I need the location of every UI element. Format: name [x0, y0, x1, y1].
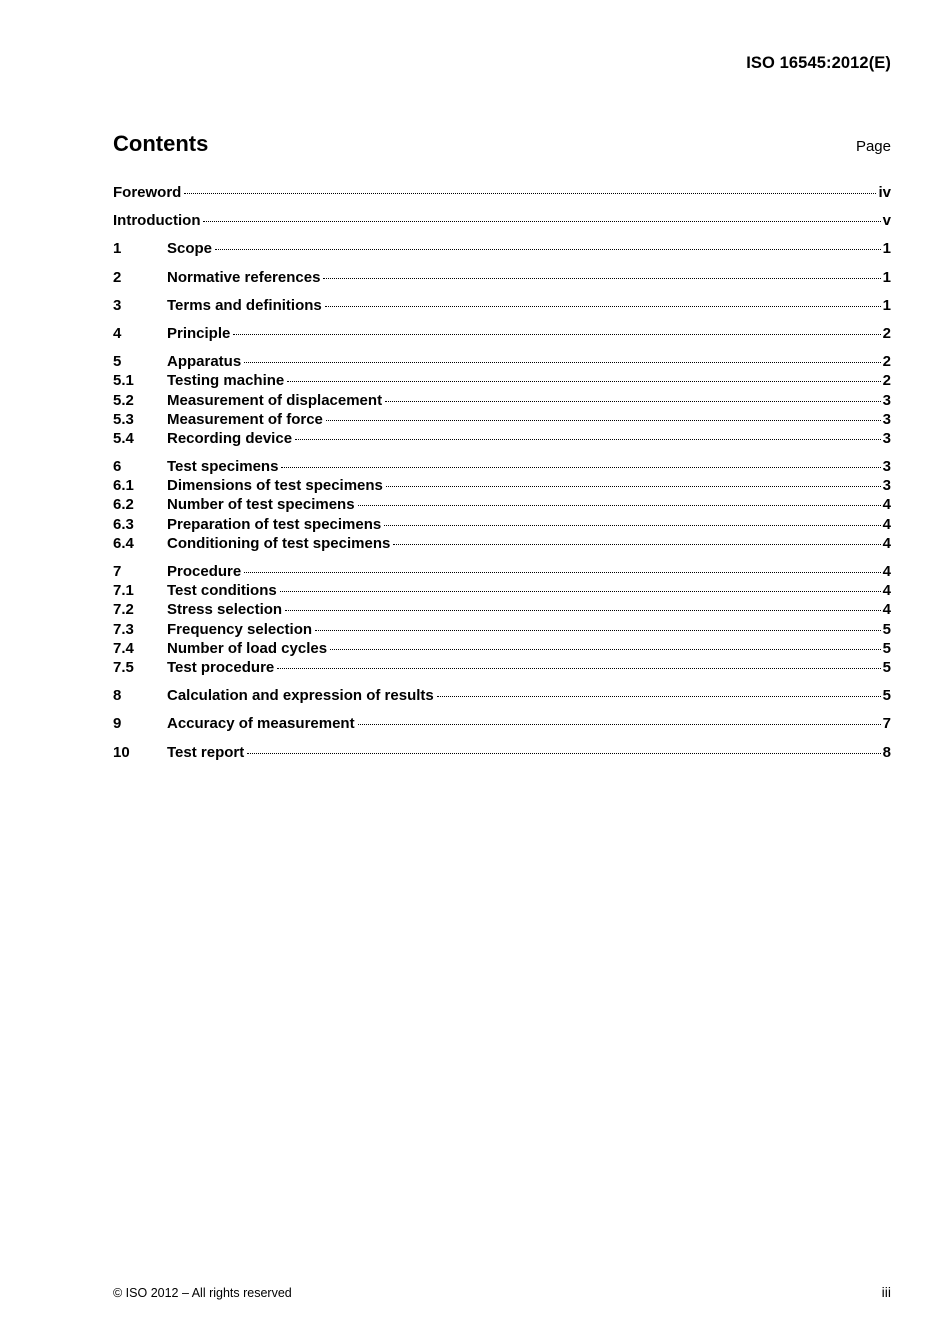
toc-dot-leader [287, 381, 880, 382]
toc-entry-title: Principle [167, 324, 231, 342]
toc-group [113, 714, 891, 733]
toc-entry-title: Foreword [113, 184, 182, 201]
toc-entry[interactable] [113, 495, 891, 514]
toc-entry[interactable] [113, 639, 891, 658]
toc-entry-title: Measurement of displacement [167, 391, 383, 409]
toc-entry-number: 7 [113, 563, 122, 580]
toc-entry[interactable] [113, 429, 891, 448]
toc-entry-title: Number of test specimens [167, 496, 355, 514]
toc-dot-leader [325, 306, 881, 307]
toc-dot-leader [393, 544, 880, 545]
toc-group [113, 743, 891, 762]
toc-entry[interactable] [113, 534, 891, 553]
toc-entry-title: Frequency selection [167, 620, 313, 638]
toc-entry[interactable] [113, 371, 891, 390]
toc-entry-page: 5 [882, 658, 891, 676]
toc-entry[interactable] [113, 562, 891, 581]
toc-entry-number: 8 [113, 687, 122, 705]
table-of-contents [113, 183, 891, 771]
copyright-notice: © ISO 2012 – All rights reserved [113, 1286, 292, 1300]
toc-entry-title: Recording device [167, 429, 293, 447]
toc-entry-number: 9 [113, 715, 122, 733]
toc-entry-number: 5.1 [113, 372, 134, 390]
toc-dot-leader [386, 486, 881, 487]
toc-entry[interactable] [113, 686, 891, 705]
toc-entry-number: 6.2 [113, 496, 134, 514]
toc-dot-leader [315, 630, 881, 631]
toc-entry-title: Test report [167, 743, 245, 761]
toc-entry-title: Dimensions of test specimens [167, 477, 383, 495]
toc-entry-number: 1 [113, 240, 122, 258]
toc-entry-title: Scope [167, 240, 213, 258]
toc-entry-number: 10 [113, 743, 130, 761]
toc-group [113, 239, 891, 258]
toc-dot-leader [326, 420, 881, 421]
page-column-label: Page [855, 138, 891, 155]
toc-dot-leader [295, 439, 881, 440]
toc-entry[interactable] [113, 476, 891, 495]
toc-entry-page: 4 [882, 496, 891, 514]
toc-entry-number: 2 [113, 268, 122, 286]
toc-entry-title: Introduction [113, 212, 201, 230]
toc-entry[interactable] [113, 600, 891, 619]
toc-entry-title: Accuracy of measurement [167, 715, 355, 733]
toc-entry-page: 4 [882, 534, 891, 552]
toc-group [113, 296, 891, 315]
toc-entry[interactable] [113, 391, 891, 410]
toc-entry-page: 1 [882, 240, 891, 258]
toc-entry[interactable] [113, 714, 891, 733]
toc-entry-page: 3 [882, 391, 891, 409]
toc-entry-title: Calculation and expression of results [167, 687, 434, 705]
toc-group [113, 324, 891, 343]
toc-dot-leader [281, 467, 880, 468]
toc-entry-page: 7 [882, 715, 891, 733]
toc-entry-title: Terms and definitions [167, 296, 322, 314]
toc-dot-leader [277, 668, 880, 669]
toc-entry[interactable] [113, 515, 891, 534]
toc-entry[interactable] [113, 268, 891, 287]
toc-entry-number: 7.3 [113, 620, 134, 638]
toc-entry-title: Number of load cycles [167, 639, 328, 657]
toc-entry[interactable] [113, 620, 891, 639]
toc-dot-leader [184, 193, 876, 194]
toc-entry-number: 7.4 [113, 639, 134, 657]
toc-dot-leader [247, 753, 880, 754]
toc-entry-number: 6.4 [113, 534, 134, 552]
toc-entry-page: 2 [882, 372, 891, 390]
toc-dot-leader [330, 649, 881, 650]
toc-entry-number: 5 [113, 353, 122, 371]
toc-entry-page: 1 [882, 268, 891, 286]
toc-dot-leader [203, 221, 880, 222]
toc-entry-page: 3 [882, 429, 891, 447]
toc-entry-title: Procedure [167, 563, 242, 580]
toc-entry-page: v [882, 212, 891, 230]
toc-dot-leader [244, 362, 880, 363]
toc-dot-leader [437, 696, 881, 697]
toc-group [113, 352, 891, 448]
toc-dot-leader [358, 505, 881, 506]
toc-entry-page: 4 [882, 563, 891, 580]
toc-entry-number: 7.2 [113, 601, 134, 619]
toc-entry-number: 5.2 [113, 391, 134, 409]
toc-entry[interactable] [113, 352, 891, 371]
toc-dot-leader [384, 525, 880, 526]
toc-entry-number: 5.3 [113, 410, 134, 428]
toc-entry-number: 6.3 [113, 515, 134, 533]
toc-group [113, 686, 891, 705]
toc-entry-page: 5 [882, 639, 891, 657]
toc-entry[interactable] [113, 296, 891, 315]
toc-entry-page: 8 [882, 743, 891, 761]
toc-entry-title: Test conditions [167, 582, 277, 600]
toc-entry[interactable] [113, 239, 891, 258]
toc-entry-page: 2 [882, 353, 891, 371]
toc-entry-page: 5 [882, 620, 891, 638]
toc-group [113, 211, 891, 230]
toc-entry[interactable] [113, 581, 891, 600]
toc-entry-page: 3 [882, 477, 891, 495]
toc-entry-number: 7.5 [113, 658, 134, 676]
toc-dot-leader [358, 724, 881, 725]
toc-entry-page: 4 [882, 515, 891, 533]
contents-title: Contents [113, 131, 209, 156]
toc-group [113, 268, 891, 287]
toc-entry[interactable] [113, 743, 891, 762]
toc-entry-title: Normative references [167, 268, 321, 286]
toc-dot-leader [323, 278, 880, 279]
toc-entry-title: Testing machine [167, 372, 285, 390]
toc-entry-page: 2 [882, 324, 891, 342]
toc-entry[interactable] [113, 457, 891, 476]
toc-dot-leader [215, 249, 881, 250]
toc-dot-leader [233, 334, 880, 335]
toc-entry-title: Apparatus [167, 353, 242, 371]
toc-entry-title: Preparation of test specimens [167, 515, 382, 533]
toc-dot-leader [244, 572, 880, 573]
toc-entry-page: 3 [882, 410, 891, 428]
toc-entry-number: 7.1 [113, 582, 134, 600]
toc-entry-title: Conditioning of test specimens [167, 534, 391, 552]
toc-entry-number: 5.4 [113, 429, 134, 447]
toc-entry-page: 1 [882, 296, 891, 314]
toc-entry-title: Stress selection [167, 601, 283, 619]
toc-group [113, 562, 891, 677]
toc-dot-leader [280, 591, 881, 592]
toc-group [113, 457, 891, 553]
toc-entry-page: 3 [882, 458, 891, 476]
toc-entry[interactable] [113, 658, 891, 677]
toc-entry[interactable] [113, 211, 891, 230]
toc-dot-leader [285, 610, 881, 611]
toc-entry[interactable] [113, 183, 891, 202]
toc-entry[interactable] [113, 324, 891, 343]
toc-entry-title: Test procedure [167, 658, 275, 676]
footer-page-number: iii [881, 1284, 891, 1300]
toc-entry-number: 3 [113, 296, 122, 314]
toc-entry-title: Test specimens [167, 458, 279, 476]
toc-entry-page: 4 [882, 601, 891, 619]
toc-dot-leader [385, 401, 881, 402]
toc-entry-number: 4 [113, 324, 122, 342]
toc-entry-page: 5 [882, 687, 891, 705]
toc-entry[interactable] [113, 410, 891, 429]
toc-entry-title: Measurement of force [167, 410, 323, 428]
document-id: ISO 16545:2012(E) [746, 54, 891, 72]
toc-entry-page: 4 [882, 582, 891, 600]
toc-entry-page: iv [878, 184, 891, 201]
toc-entry-number: 6 [113, 458, 122, 476]
toc-group [113, 183, 891, 202]
toc-entry-number: 6.1 [113, 477, 134, 495]
